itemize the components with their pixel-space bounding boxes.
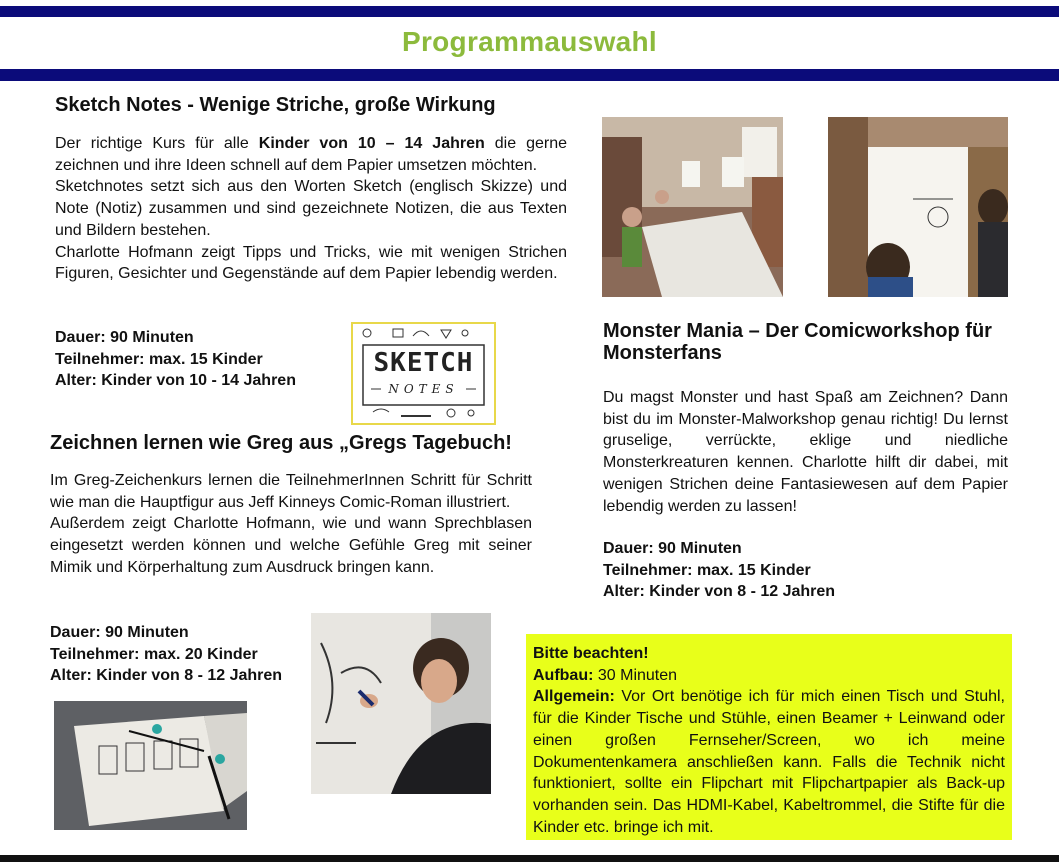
greg-participants: Teilnehmer: max. 20 Kinder	[50, 645, 258, 663]
bottom-rule	[0, 855, 1059, 862]
greg-duration: Dauer: 90 Minuten	[50, 624, 189, 641]
greg-heading: Zeichnen lernen wie Greg aus „Gregs Tagebuch!	[50, 432, 512, 454]
sketch-notes-logo	[351, 322, 496, 425]
notice-general-value: Vor Ort benötige ich für mich einen Tisch und Stuhl, für die Kinder Tische und Stühle, einen Beamer + Leinwand oder einen großen Fernseher/Screen, wo ich meine Dokumentenkamera anschließen kann. Falls die Technik nicht funktioniert, sollte ein Flipchart mit Flipchartpapier als Back-up vorhanden sein. Das HDMI-Kabel, Kabeltrommel, die Stifte für die Kinder etc. bringe ich mit.	[533, 688, 1005, 836]
logo-sketch-text: SKETCH	[373, 348, 474, 378]
sketch-duration: Dauer: 90 Minuten	[55, 329, 194, 346]
monster-age: Alter: Kinder von 8 - 12 Jahren	[603, 583, 836, 601]
sketch-facts	[55, 327, 296, 392]
greg-facts	[50, 622, 282, 687]
flipchart-drawing-photo	[828, 117, 1008, 297]
greg-age: Alter: Kinder von 8 - 12 Jahren	[50, 667, 283, 685]
top-band	[0, 6, 1059, 17]
sketch-heading: Sketch Notes - Wenige Striche, große Wirkung	[55, 94, 496, 116]
title-underline-band	[0, 69, 1059, 81]
greg-details: Außerdem zeigt Charlotte Hofmann, wie und wann Sprechblasen eingesetzt werden können und welche Gefühle Greg mit seiner Mimik und Körperhaltung zum Ausdruck bringen kann.	[50, 515, 532, 576]
sketch-intro-rest: die gerne zeichnen und ihre Ideen schnell auf dem Papier umsetzen möchten.	[55, 135, 568, 174]
monster-description	[603, 387, 1008, 517]
workshop-audience-photo	[602, 117, 783, 297]
monster-duration: Dauer: 90 Minuten	[603, 540, 742, 557]
notice-setup-label: Aufbau:	[533, 666, 594, 684]
monster-facts	[603, 538, 835, 603]
sketch-tips: Charlotte Hofmann zeigt Tipps und Tricks, wie mit wenigen Strichen Figuren, Gesichter und Gegenstände auf dem Papier lebendig werden.	[55, 243, 567, 283]
monster-heading: Monster Mania – Der Comicworkshop für Monsterfans	[603, 320, 992, 364]
logo-notes-text: NOTES	[388, 382, 459, 396]
sketch-definition: Sketchnotes setzt sich aus den Worten Sketch (englisch Skizze) und Note (Notiz) zusammen und sind gezeichnete Notizen, die aus Texten und Bildern bestehen.	[55, 178, 567, 239]
artist-portrait-photo	[311, 613, 491, 794]
sketch-age-highlight: Kinder von 10 – 14 Jahren	[258, 135, 485, 152]
sketch-age: Alter: Kinder von 10 - 14 Jahren	[55, 372, 296, 390]
sketch-participants: Teilnehmer: max. 15 Kinder	[55, 350, 263, 368]
notice-general-label: Allgemein:	[533, 688, 615, 706]
monster-participants: Teilnehmer: max. 15 Kinder	[603, 561, 811, 579]
notice-heading: Bitte beachten!	[533, 645, 649, 662]
monster-intro: Du magst Monster und hast Spaß am Zeichnen? Dann bist du im Monster-Malworkshop genau richtig! Du lernst gruselige, verrückte, eklige und niedliche Monsterkreaturen kennen. Charlotte hilft dir dabei, mit wenigen Strichen deine Fantasiewesen auf dem Papier lebendig werden zu lassen!	[603, 389, 1008, 515]
page-title: Programmauswahl	[401, 26, 658, 57]
notice-box	[526, 634, 1012, 840]
greg-intro: Im Greg-Zeichenkurs lernen die TeilnehmerInnen Schritt für Schritt wie man die Hauptfigur aus Jeff Kinneys Comic-Roman illustriert.	[50, 472, 532, 511]
greg-description	[50, 470, 532, 579]
notice-setup-value: 30 Minuten	[593, 666, 678, 684]
sketch-description	[55, 133, 567, 285]
greg-drawings-photo	[54, 701, 247, 830]
sketch-intro: Der richtige Kurs für alle	[55, 135, 259, 152]
